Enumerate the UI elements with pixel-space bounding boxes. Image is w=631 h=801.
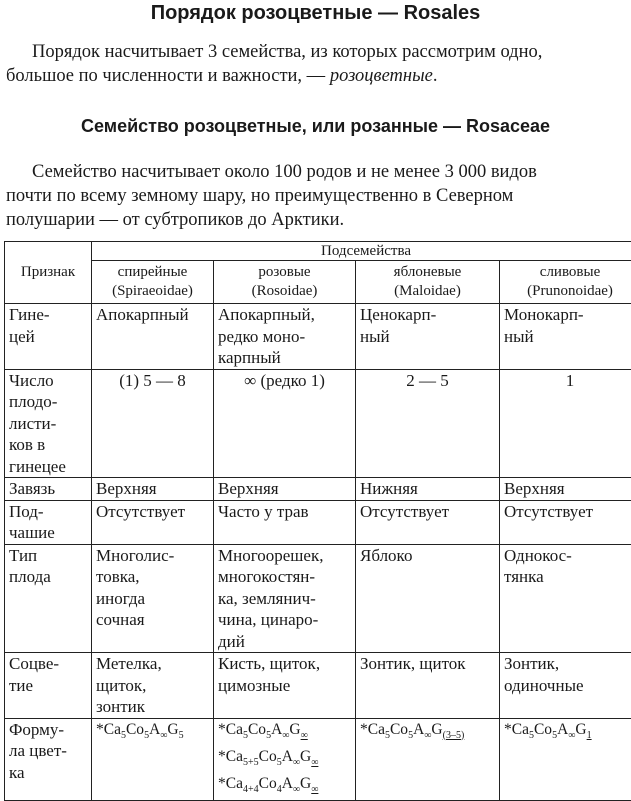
feature-text: плода [9, 566, 87, 588]
formula-subscript: ∞ [282, 730, 289, 741]
feature-text: Под- [9, 501, 87, 523]
subfamily-latin: (Spiraeoidae) [96, 282, 209, 301]
formula-symbol: A [282, 748, 293, 765]
cell-text: редко моно- [218, 326, 351, 348]
cell-text: ный [360, 326, 495, 348]
flower-formula [504, 719, 631, 746]
cell-text: Метелка, [96, 653, 209, 675]
formula-feature-cell [5, 718, 92, 800]
intro-line-1: Порядок насчитывает 3 семейства, из которых рассмотрим одно, [6, 40, 631, 64]
formula-symbol: Co [248, 721, 266, 738]
table-cell [500, 478, 631, 501]
table-cell [500, 304, 631, 370]
cell-text: дий [218, 631, 351, 653]
formula-subscript: 1 [587, 730, 592, 741]
table-row [5, 500, 631, 544]
cell-text: чина, цинаро- [218, 609, 351, 631]
feature-text: Число [9, 370, 87, 392]
feature-cell [5, 304, 92, 370]
formula-symbol: Co [534, 721, 552, 738]
formula-maloidae [356, 718, 500, 800]
subfamily-header [356, 261, 500, 304]
formula-subscript: ∞ [293, 784, 300, 795]
subfamily-latin: (Rosoidae) [218, 282, 351, 301]
formula-subscript: 5 [121, 730, 126, 741]
cell-text: ка, землянич- [218, 588, 351, 610]
formula-subscript: 4+4 [243, 784, 259, 795]
formula-rosoidae [214, 718, 356, 800]
intro-paragraph [6, 40, 631, 88]
formula-symbol: Co [259, 775, 277, 792]
feature-header: Признак [5, 242, 92, 304]
formula-subscript: 5 [552, 730, 557, 741]
formula-symbol: *Ca [504, 721, 529, 738]
subfamily-header [500, 261, 631, 304]
formula-subscript: (3–5) [443, 730, 465, 741]
feature-cell [5, 544, 92, 653]
table-row [5, 304, 631, 370]
table-cell [356, 500, 500, 544]
formula-symbol: A [557, 721, 568, 738]
formula-symbol: Co [390, 721, 408, 738]
formula-subscript: 5 [408, 730, 413, 741]
formula-row [5, 718, 631, 800]
cell-text: зонтик [96, 696, 209, 718]
formula-subscript: 5 [179, 730, 184, 741]
table-cell [500, 544, 631, 653]
formula-symbol: *Ca [218, 775, 243, 792]
formula-symbol: G [167, 721, 178, 738]
feature-text: Завязь [9, 478, 87, 500]
subfamily-header [214, 261, 356, 304]
cell-text: Отсутствует [504, 501, 631, 523]
table-cell [500, 369, 631, 478]
table-cell [214, 544, 356, 653]
formula-subscript: 5 [144, 730, 149, 741]
formula-symbol: *Ca [218, 748, 243, 765]
formula-symbol: A [282, 775, 293, 792]
intro-emphasis: розоцветные [330, 66, 433, 86]
formula-subscript: ∞ [160, 730, 167, 741]
feature-cell [5, 653, 92, 719]
subfamilies-table [4, 241, 631, 801]
formula-subscript: 4 [277, 784, 282, 795]
family-heading: Семейство розоцветные, или розанные — Rosaceae [0, 116, 631, 137]
cell-text: ный [504, 326, 631, 348]
cell-text: Ценокарп- [360, 304, 495, 326]
formula-subscript: 5 [529, 730, 534, 741]
formula-symbol: *Ca [96, 721, 121, 738]
order-heading: Порядок розоцветные — Rosales [0, 2, 631, 25]
flower-formula [218, 719, 351, 746]
formula-subscript: 5+5 [243, 757, 259, 768]
table-cell [356, 369, 500, 478]
cell-text: цимозные [218, 675, 351, 697]
feature-cell [5, 500, 92, 544]
subfamily-name: сливовые [504, 263, 631, 282]
cell-text: 1 [504, 370, 631, 392]
table-cell [356, 653, 500, 719]
table-cell [214, 369, 356, 478]
table-cell [356, 304, 500, 370]
feature-text: тие [9, 675, 87, 697]
feature-text: ка [9, 762, 87, 784]
feature-text: плодо- [9, 391, 87, 413]
formula-symbol: A [413, 721, 424, 738]
cell-text: иногда [96, 588, 209, 610]
table-cell [92, 544, 214, 653]
cell-text: Многолис- [96, 545, 209, 567]
cell-text: Зонтик, щиток [360, 653, 495, 675]
cell-text: одиночные [504, 675, 631, 697]
subfamily-name: яблоневые [360, 263, 495, 282]
cell-text: Яблоко [360, 545, 495, 567]
formula-symbol: *Ca [218, 721, 243, 738]
formula-subscript: ∞ [424, 730, 431, 741]
subfamily-header [92, 261, 214, 304]
formula-symbol: G [300, 748, 311, 765]
table-cell [356, 478, 500, 501]
feature-cell [5, 478, 92, 501]
table-cell [356, 544, 500, 653]
formula-prunonoidae [500, 718, 631, 800]
formula-subscript: 5 [243, 730, 248, 741]
formula-symbol: *Ca [360, 721, 385, 738]
formula-symbol: Co [126, 721, 144, 738]
family-line-3: полушарии — от субтропиков до Арктики. [6, 208, 631, 232]
cell-text: Однокос- [504, 545, 631, 567]
table-cell [92, 500, 214, 544]
formula-symbol: A [271, 721, 282, 738]
cell-text: товка, [96, 566, 209, 588]
table-cell [500, 500, 631, 544]
formula-subscript: ∞ [568, 730, 575, 741]
feature-text: чашие [9, 522, 87, 544]
feature-text: Тип [9, 545, 87, 567]
cell-text: карпный [218, 347, 351, 369]
formula-subscript: 5 [277, 757, 282, 768]
subfamily-name: розовые [218, 263, 351, 282]
formula-subscript: ∞ [301, 730, 308, 741]
feature-cell [5, 369, 92, 478]
subfamily-names-row [5, 261, 631, 304]
trait-rows [5, 304, 631, 719]
table-cell [500, 653, 631, 719]
cell-text: (1) 5 — 8 [96, 370, 209, 392]
feature-text: ла цвет- [9, 740, 87, 762]
table-row [5, 478, 631, 501]
formula-subscript: 5 [385, 730, 390, 741]
cell-text: Апокарпный, [218, 304, 351, 326]
formula-subscript: ∞ [311, 784, 318, 795]
subfamilies-header: Подсемейства [92, 242, 631, 261]
intro-line-2-text: большое по численности и важности, — [6, 66, 330, 86]
table-cell [214, 500, 356, 544]
formula-symbol: Co [259, 748, 277, 765]
cell-text: Верхняя [504, 478, 631, 500]
family-line-2: почти по всему земному шару, но преимущественно в Северном [6, 184, 631, 208]
subfamily-latin: (Prunonoidae) [504, 282, 631, 301]
feature-text: Гине- [9, 304, 87, 326]
feature-text: ков в [9, 434, 87, 456]
cell-text: Нижняя [360, 478, 495, 500]
table-row [5, 369, 631, 478]
formula-symbol: A [149, 721, 160, 738]
formula-subscript: ∞ [293, 757, 300, 768]
cell-text: сочная [96, 609, 209, 631]
feature-text: гинецее [9, 456, 87, 478]
cell-text: ∞ (редко 1) [218, 370, 351, 392]
cell-text: Зонтик, [504, 653, 631, 675]
cell-text: многокостян- [218, 566, 351, 588]
feature-text: цей [9, 326, 87, 348]
cell-text: Отсутствует [360, 501, 495, 523]
table-cell [214, 304, 356, 370]
feature-text: Форму- [9, 719, 87, 741]
formula-symbol: G [575, 721, 586, 738]
table-cell [92, 478, 214, 501]
cell-text: Отсутствует [96, 501, 209, 523]
cell-text: Монокарп- [504, 304, 631, 326]
flower-formula [96, 719, 209, 746]
table-cell [92, 653, 214, 719]
formula-subscript: 5 [266, 730, 271, 741]
formula-subscript: ∞ [311, 757, 318, 768]
cell-text: тянка [504, 566, 631, 588]
table-cell [92, 304, 214, 370]
formula-symbol: G [300, 775, 311, 792]
cell-text: Часто у трав [218, 501, 351, 523]
table-cell [92, 369, 214, 478]
formula-symbol: G [431, 721, 442, 738]
table-header-row [5, 242, 631, 261]
cell-text: 2 — 5 [360, 370, 495, 392]
cell-text: Многоорешек, [218, 545, 351, 567]
cell-text: щиток, [96, 675, 209, 697]
table-cell [214, 478, 356, 501]
feature-text: Соцве- [9, 653, 87, 675]
family-line-1: Семейство насчитывает около 100 родов и не менее 3 000 видов [6, 160, 631, 184]
cell-text: Верхняя [96, 478, 209, 500]
formula-spiraeoidae [92, 718, 214, 800]
feature-text: листи- [9, 413, 87, 435]
flower-formula [218, 773, 351, 800]
flower-formula [218, 746, 351, 773]
subfamily-latin: (Maloidae) [360, 282, 495, 301]
intro-line-2-end: . [433, 66, 438, 86]
table-row [5, 653, 631, 719]
table-row [5, 544, 631, 653]
cell-text: Кисть, щиток, [218, 653, 351, 675]
cell-text: Верхняя [218, 478, 351, 500]
cell-text: Апокарпный [96, 304, 209, 326]
intro-line-2 [6, 64, 631, 88]
flower-formula [360, 719, 495, 746]
table-cell [214, 653, 356, 719]
subfamily-name: спирейные [96, 263, 209, 282]
formula-symbol: G [289, 721, 300, 738]
family-paragraph [6, 160, 631, 232]
